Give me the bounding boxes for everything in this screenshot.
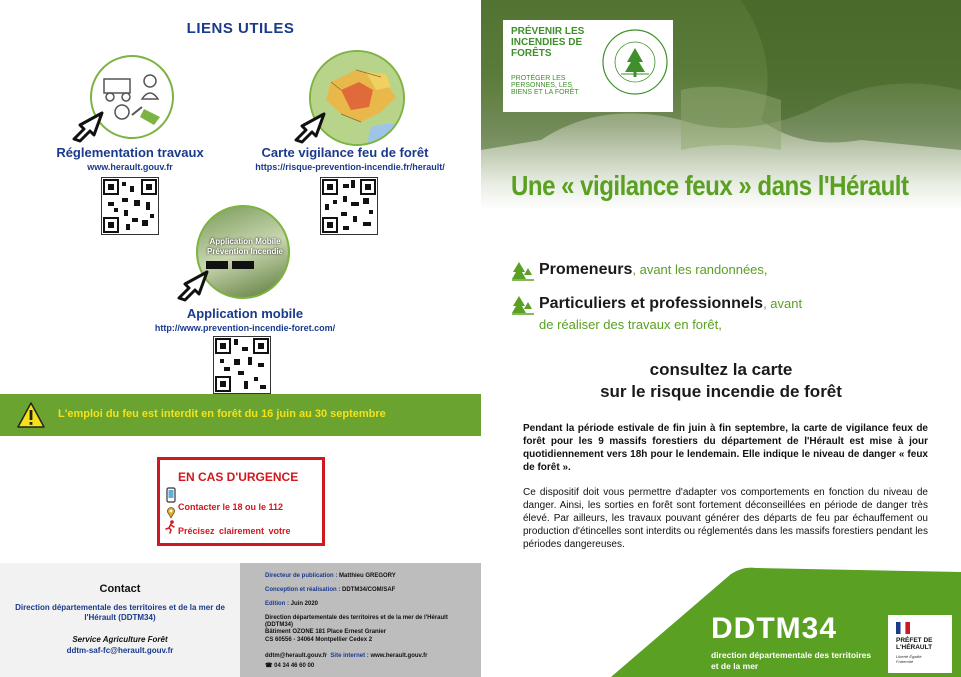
- warning-bar: [0, 394, 481, 436]
- bullet-particuliers-rest: , avant: [763, 296, 803, 311]
- warning-icon: [16, 401, 46, 434]
- bullet-promeneurs: [539, 261, 768, 279]
- credit-address-1: Direction départementale des territoires et de la mer de l'Hérault (DDTM34): [265, 615, 448, 628]
- credit-address-3: CS 60556 - 34064 Montpellier Cedex 2: [265, 637, 373, 643]
- consult-line-1: consultez la carte: [649, 360, 793, 379]
- tree-icon: [512, 261, 534, 281]
- bullet-particuliers: [539, 295, 802, 313]
- phone-icon: [166, 487, 176, 508]
- right-panel: [481, 0, 961, 677]
- bullet-particuliers-cont: [539, 316, 722, 334]
- cursor-arrow-icon: [175, 262, 221, 307]
- cursor-arrow-icon: [292, 104, 338, 149]
- urgence-line-2: Précisez clairement votre: [178, 526, 291, 536]
- qr-code-travaux: [101, 177, 159, 235]
- urgence-title: EN CAS D'URGENCE: [178, 470, 299, 484]
- logo-dfci: [503, 20, 673, 112]
- credit-directeur-value: Matthieu GREGORY: [339, 573, 396, 579]
- tree-icon: [512, 295, 534, 315]
- consult-heading: [481, 359, 961, 403]
- credit-mail[interactable]: ddtm@herault.gouv.fr: [265, 653, 328, 659]
- logo-title: PRÉVENIR LES INCENDIES DE FORÊTS: [511, 26, 585, 59]
- credit-edition: [265, 601, 318, 607]
- link-url-travaux[interactable]: www.herault.gouv.fr: [87, 162, 173, 172]
- credit-site[interactable]: www.herault.gouv.fr: [370, 653, 428, 659]
- credit-directeur-label: Directeur de publication :: [265, 573, 340, 579]
- credit-edition-label: Edition :: [265, 601, 291, 607]
- urgence-box: [157, 457, 325, 546]
- credit-contact-line: [265, 653, 427, 659]
- logo-subtitle: PROTÉGER LES PERSONNES, LES BIENS ET LA FORÊT: [511, 75, 579, 96]
- qr-code-app: [213, 336, 271, 394]
- ddtm-logo-text: DDTM34: [711, 612, 838, 645]
- prefet-motto: Liberté Égalité Fraternité: [896, 654, 922, 664]
- urgence-line-1: Contacter le 18 ou le 112: [178, 502, 284, 512]
- credit-site-label: Site internet :: [330, 653, 371, 659]
- liens-utiles-title: LIENS UTILES: [186, 20, 295, 37]
- link-url-app[interactable]: http://www.prevention-incendie-foret.com/: [154, 323, 336, 333]
- contact-service: Service Agriculture Forêt: [72, 635, 168, 644]
- credits-section: [240, 563, 481, 677]
- link-url-carte[interactable]: https://risque-prevention-incendie.fr/herault/: [255, 162, 445, 172]
- link-title-app: Application mobile: [186, 306, 304, 321]
- prefet-text: PRÉFET DE L'HÉRAULT: [896, 637, 933, 651]
- person-running-icon: [165, 520, 177, 539]
- credit-conception: [265, 587, 395, 593]
- credit-phone: 04 34 46 60 00: [274, 663, 315, 669]
- dfci-seal-text: [601, 28, 669, 96]
- ddtm-subtitle: direction départementale des territoires et de la mer: [711, 650, 872, 671]
- link-title-carte: Carte vigilance feu de forêt: [261, 145, 429, 160]
- bullet-promeneurs-rest: , avant les randonnées,: [632, 262, 768, 277]
- dfci-seal-icon: [601, 28, 669, 101]
- app-circle-text: Application Mobile Prévention Incendie: [206, 237, 284, 256]
- credit-address-2: Bâtiment OZONE 181 Place Ernest Granier: [265, 629, 387, 635]
- contact-title: Contact: [99, 583, 141, 595]
- store-badge-icon: [232, 261, 254, 269]
- qr-code-carte: [320, 177, 378, 235]
- bullet-particuliers-bold: Particuliers et professionnels: [539, 295, 764, 312]
- prefet-logo: [888, 615, 952, 673]
- link-title-travaux: Réglementation travaux: [56, 145, 204, 160]
- phone-icon: ☎: [265, 663, 275, 669]
- contact-section: [0, 563, 240, 677]
- main-title: Une « vigilance feux » dans l'Hérault: [511, 170, 909, 201]
- contact-org: Direction départementale des territoires et de la mer de l'Hérault (DDTM34): [15, 603, 225, 622]
- credit-edition-value: Juin 2020: [290, 601, 319, 607]
- cursor-arrow-icon: [70, 103, 116, 148]
- credit-conception-value: DDTM34/COM/SAF: [342, 587, 396, 593]
- paragraph-periode: Pendant la période estivale de fin juin à fin septembre, la carte de vigilance feux de forêt pour les 9 massifs forestiers du département de l'Hérault est mise à jour quotidiennement vers 18h pour le lendemain. Elle indique le niveau de danger « feux de forêt ».: [523, 423, 928, 473]
- contact-email[interactable]: ddtm-saf-fc@herault.gouv.fr: [66, 646, 174, 655]
- warning-text: L'emploi du feu est interdit en forêt du 16 juin au 30 septembre: [58, 408, 386, 420]
- credit-directeur: [265, 573, 396, 579]
- marianne-flag-icon: [896, 621, 910, 633]
- consult-line-2: sur le risque incendie de forêt: [600, 382, 842, 401]
- bullet-particuliers-cont-text: de réaliser des travaux en forêt,: [539, 317, 722, 332]
- credit-conception-label: Conception et réalisation :: [265, 587, 343, 593]
- bullet-promeneurs-bold: Promeneurs: [539, 261, 633, 278]
- paragraph-dispositif: Ce dispositif doit vous permettre d'adapter vos comportements en fonction du niveau de danger. Ainsi, les sorties en forêt sont fortement déconseillées en période de danger très élevé. Par ailleurs, les travaux pouvant générer des départs de feu par échauffement ou production d'étincelles sont interdits ou réglementés dans les massifs forestiers pendant les périodes dangereuses.: [523, 487, 928, 550]
- credit-phone-line: [265, 662, 314, 669]
